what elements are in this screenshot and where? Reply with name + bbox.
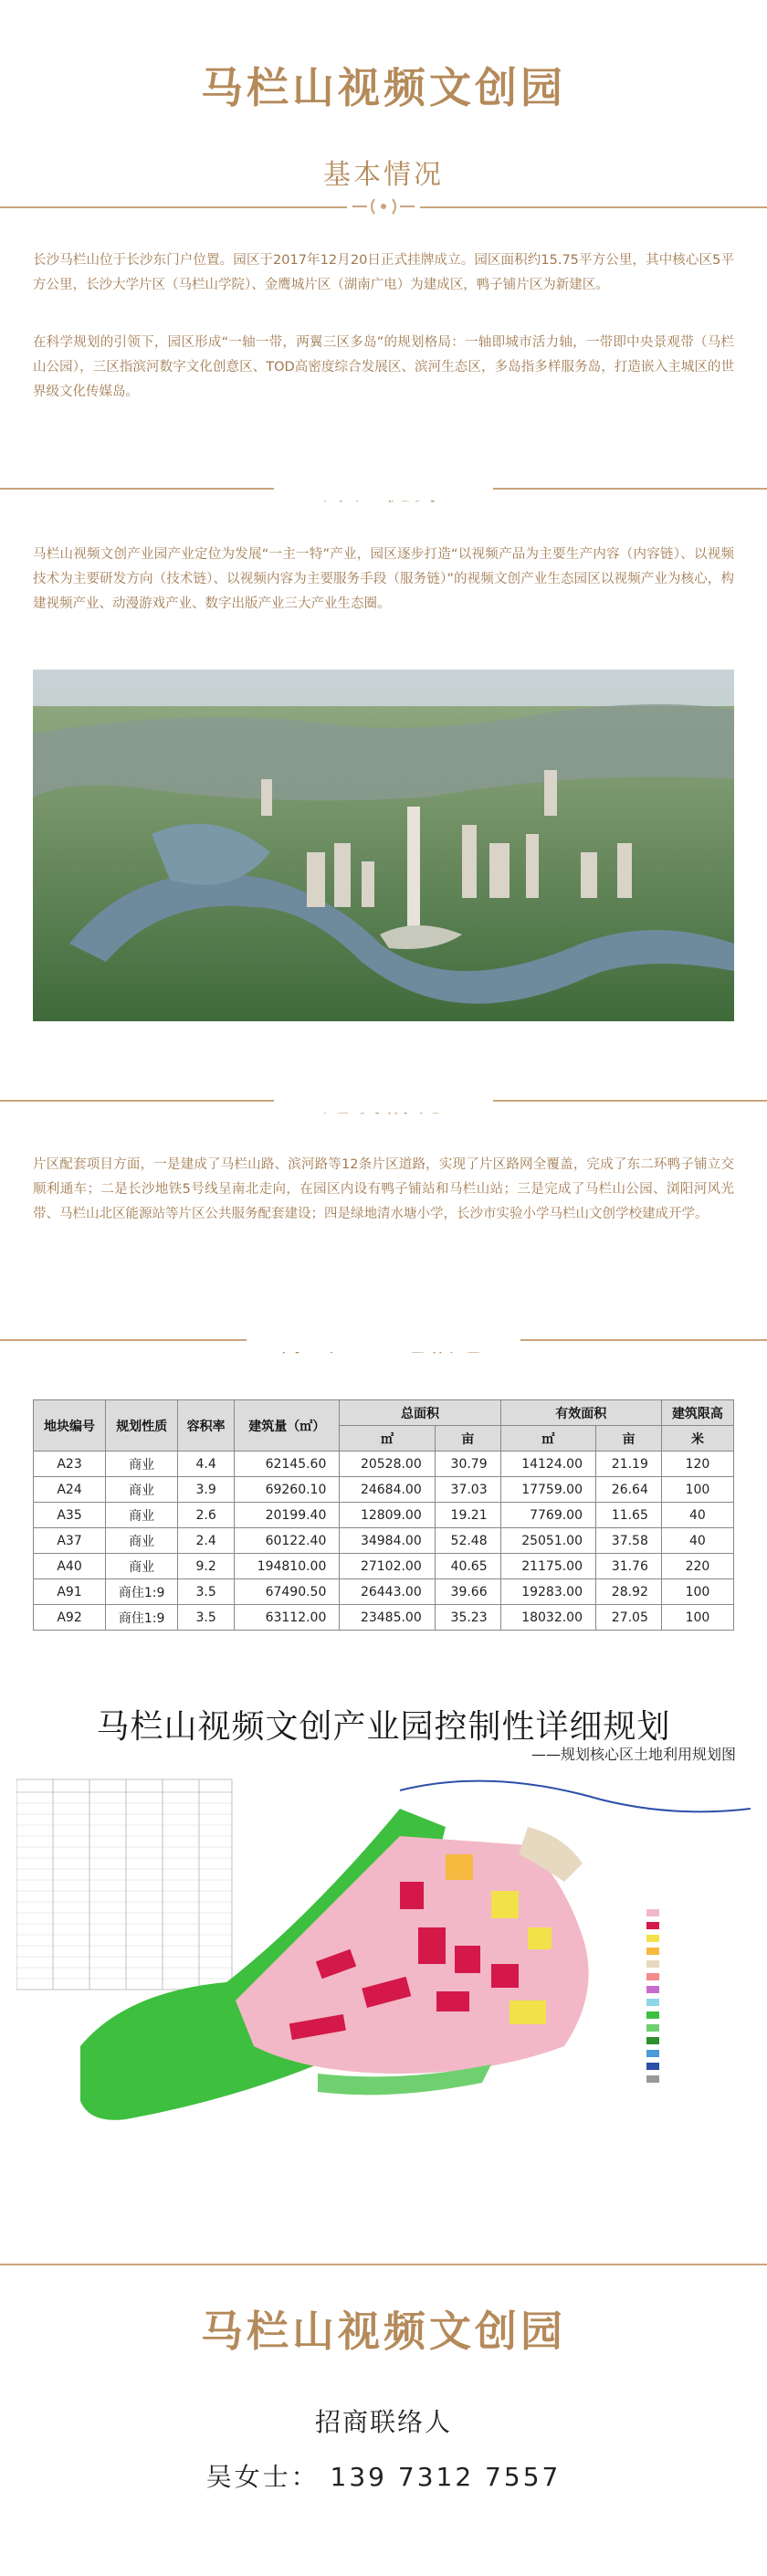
- table-cell: 67490.50: [235, 1579, 340, 1605]
- col-total: 总面积: [340, 1400, 500, 1426]
- table-cell: 20199.40: [235, 1503, 340, 1528]
- construction-title-gap: [274, 1087, 493, 1113]
- table-cell: 220: [661, 1554, 733, 1579]
- table-cell: 商业: [106, 1503, 178, 1528]
- table-cell: 100: [661, 1605, 733, 1631]
- table-cell: 21175.00: [500, 1554, 595, 1579]
- land-table-body: [34, 1452, 734, 1631]
- table-cell: 100: [661, 1579, 733, 1605]
- table-row: [34, 1579, 734, 1605]
- col-effective: 有效面积: [500, 1400, 661, 1426]
- table-cell: 商住1:9: [106, 1605, 178, 1631]
- construction-paragraph: 片区配套项目方面，一是建成了马栏山路、滨河路等12条片区道路，实现了片区路网全覆盖，完成了东二环鸭子铺立交顺利通车；二是长沙地铁5号线呈南北走向，在园区内设有鸭子铺站和马栏山站；三是完成了马栏山公园、浏阳河风光带、马栏山北区能源站等片区公共服务配套建设；四是绿地清水塘小学，长沙市实验小学马栏山文创学校建成开学。: [33, 1157, 734, 1221]
- table-cell: A37: [34, 1528, 106, 1554]
- unit-mu: 亩: [435, 1426, 500, 1452]
- land-use-plan-map: [16, 1772, 751, 2156]
- table-cell: 19.21: [435, 1503, 500, 1528]
- table-cell: 11.65: [596, 1503, 662, 1528]
- table-cell: A24: [34, 1477, 106, 1503]
- land-title-gap: [247, 1326, 520, 1352]
- contact-heading: 招商联络人: [314, 2407, 452, 2437]
- footer-title: 马栏山视频文创园: [201, 2307, 566, 2356]
- unit-m2: ㎡: [340, 1426, 435, 1452]
- table-row: [34, 1554, 734, 1579]
- divider-land: [0, 1339, 767, 1341]
- table-cell: 26443.00: [340, 1579, 435, 1605]
- page-title: 马栏山视频文创园: [201, 63, 566, 112]
- table-cell: 69260.10: [235, 1477, 340, 1503]
- table-cell: 37.03: [435, 1477, 500, 1503]
- table-cell: 14124.00: [500, 1452, 595, 1477]
- table-cell: 4.4: [178, 1452, 235, 1477]
- table-cell: 3.5: [178, 1605, 235, 1631]
- table-cell: 7769.00: [500, 1503, 595, 1528]
- table-cell: A40: [34, 1554, 106, 1579]
- advantage-paragraph: 马栏山视频文创产业园产业定位为发展“一主一特”产业，园区逐步打造“以视频产品为主要生产内容（内容链）、以视频技术为主要研发方向（技术链）、以视频内容为主要服务手段（服务链）”的视频文创产业生态园区以视频产业为核心，构建视频产业、动漫游戏产业、数字出版产业三大产业生态圈。: [33, 547, 734, 611]
- table-cell: 商业: [106, 1528, 178, 1554]
- divider-basic: [0, 206, 767, 208]
- footer-divider: [0, 2264, 767, 2265]
- table-cell: 17759.00: [500, 1477, 595, 1503]
- table-row: [34, 1477, 734, 1503]
- table-cell: 40: [661, 1528, 733, 1554]
- section-title-basic: 基本情况: [323, 159, 444, 191]
- table-cell: 商业: [106, 1477, 178, 1503]
- table-cell: 26.64: [596, 1477, 662, 1503]
- table-cell: 39.66: [435, 1579, 500, 1605]
- land-table: [33, 1399, 734, 1631]
- table-cell: 40.65: [435, 1554, 500, 1579]
- table-cell: 40: [661, 1503, 733, 1528]
- table-cell: 35.23: [435, 1605, 500, 1631]
- col-nature: 规划性质: [106, 1400, 178, 1452]
- unit-m: 米: [661, 1426, 733, 1452]
- table-cell: 62145.60: [235, 1452, 340, 1477]
- plan-title: 马栏山视频文创产业园控制性详细规划: [96, 1708, 671, 1746]
- table-row: [34, 1528, 734, 1554]
- table-cell: 27102.00: [340, 1554, 435, 1579]
- aerial-view-image: [33, 670, 734, 1021]
- contact-phone[interactable]: 吴女士： 139 7312 7557: [205, 2462, 562, 2492]
- table-cell: 52.48: [435, 1528, 500, 1554]
- table-cell: 60122.40: [235, 1528, 340, 1554]
- table-cell: 2.4: [178, 1528, 235, 1554]
- table-cell: A35: [34, 1503, 106, 1528]
- table-cell: 9.2: [178, 1554, 235, 1579]
- divider-advantage: [0, 488, 767, 490]
- table-cell: 20528.00: [340, 1452, 435, 1477]
- table-cell: 21.19: [596, 1452, 662, 1477]
- table-cell: 2.6: [178, 1503, 235, 1528]
- advantage-title-gap: [274, 475, 493, 501]
- table-cell: 19283.00: [500, 1579, 595, 1605]
- table-cell: 37.58: [596, 1528, 662, 1554]
- table-cell: 27.05: [596, 1605, 662, 1631]
- unit-mu: 亩: [596, 1426, 662, 1452]
- divider-construction: [0, 1100, 767, 1102]
- table-cell: 12809.00: [340, 1503, 435, 1528]
- table-cell: 30.79: [435, 1452, 500, 1477]
- table-cell: 18032.00: [500, 1605, 595, 1631]
- table-cell: 28.92: [596, 1579, 662, 1605]
- table-cell: 63112.00: [235, 1605, 340, 1631]
- table-cell: 商住1:9: [106, 1579, 178, 1605]
- col-id: 地块编号: [34, 1400, 106, 1452]
- col-far: 容积率: [178, 1400, 235, 1452]
- table-cell: 3.9: [178, 1477, 235, 1503]
- table-cell: 100: [661, 1477, 733, 1503]
- table-cell: 34984.00: [340, 1528, 435, 1554]
- table-cell: A92: [34, 1605, 106, 1631]
- col-area: 建筑量（㎡）: [235, 1400, 340, 1452]
- table-cell: 商业: [106, 1554, 178, 1579]
- table-cell: A91: [34, 1579, 106, 1605]
- plan-subtitle: ——规划核心区土地利用规划图: [531, 1746, 736, 1763]
- unit-m2: ㎡: [500, 1426, 595, 1452]
- table-cell: 194810.00: [235, 1554, 340, 1579]
- table-cell: 120: [661, 1452, 733, 1477]
- table-cell: 24684.00: [340, 1477, 435, 1503]
- table-row: [34, 1452, 734, 1477]
- ornament-icon: [347, 194, 420, 219]
- basic-paragraph-2: 在科学规划的引领下，园区形成“一轴一带，两翼三区多岛”的规划格局：一轴即城市活力轴，一带即中央景观带（马栏山公园），三区指滨河数字文化创意区、TOD高密度综合发展区、滨河生态区，多岛指多样服务岛，打造嵌入主城区的世界级文化传媒岛。: [33, 335, 734, 399]
- table-cell: 商业: [106, 1452, 178, 1477]
- table-row: [34, 1605, 734, 1631]
- basic-paragraph-1: 长沙马栏山位于长沙东门户位置。园区于2017年12月20日正式挂牌成立。园区面积约15.75平方公里，其中核心区5平方公里，长沙大学片区（马栏山学院）、金鹰城片区（湖南广电）为建成区，鸭子铺片区为新建区。: [33, 253, 734, 292]
- table-cell: 31.76: [596, 1554, 662, 1579]
- table-cell: A23: [34, 1452, 106, 1477]
- table-row: [34, 1503, 734, 1528]
- table-cell: 23485.00: [340, 1605, 435, 1631]
- table-cell: 3.5: [178, 1579, 235, 1605]
- table-cell: 25051.00: [500, 1528, 595, 1554]
- col-height: 建筑限高: [661, 1400, 733, 1426]
